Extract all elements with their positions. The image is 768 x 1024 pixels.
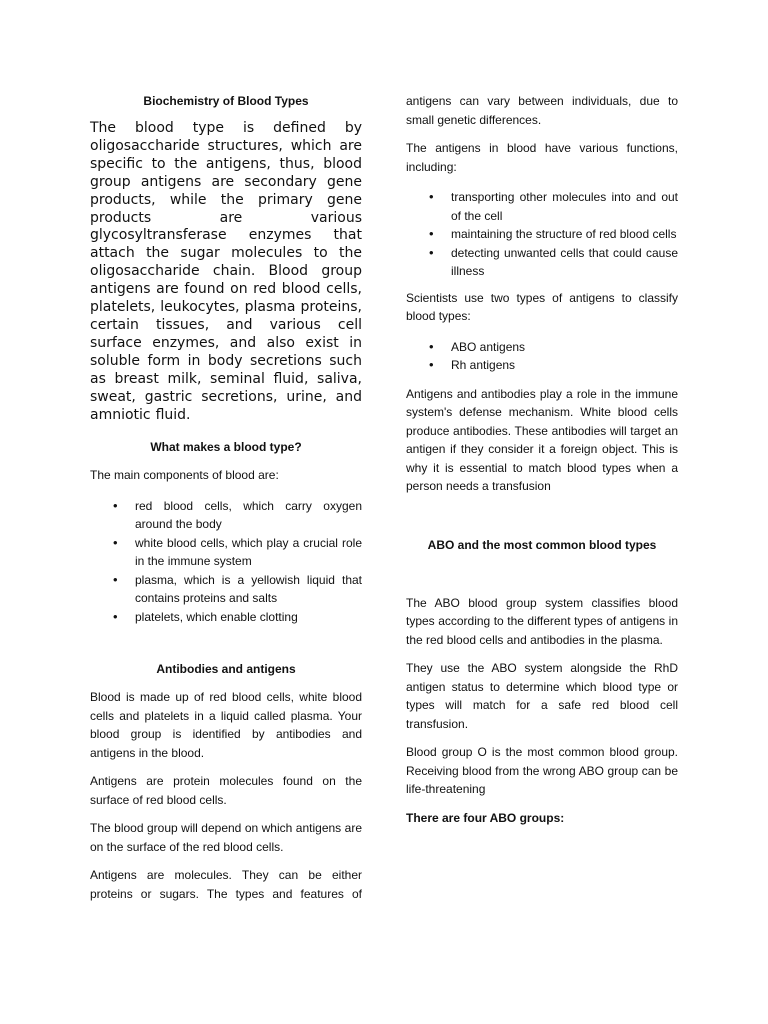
continuation-paragraph: antigens can vary between individuals, due to small genetic differences. [406, 94, 678, 127]
list-item: • platelets, which enable clotting [135, 608, 362, 627]
paragraph: Blood is made up of red blood cells, white blood cells and platelets in a liquid called plasma. Your blood group is identified by antibodies and antigens in the blood. [90, 690, 362, 760]
list-item: • maintaining the structure of red blood cells [451, 225, 678, 244]
classify-intro: Scientists use two types of antigens to classify blood types: [406, 290, 678, 323]
list-item: • Rh antigens [451, 356, 678, 375]
functions-list [406, 188, 678, 281]
components-list [90, 497, 362, 627]
list-item: • white blood cells, which play a crucial role in the immune system [135, 534, 362, 571]
document-title: Biochemistry of Blood Types [143, 94, 309, 108]
right-column [406, 92, 678, 827]
left-column [90, 92, 362, 913]
list-item: • red blood cells, which carry oxygen around the body [135, 497, 362, 534]
paragraph: The blood group will depend on which antigens are on the surface of the red blood cells. [90, 821, 362, 854]
list-item: • ABO antigens [451, 338, 678, 357]
section-heading-blood-type: What makes a blood type? [150, 440, 302, 455]
immune-paragraph: Antigens and antibodies play a role in the immune system's defense mechanism. White blood cells produce antibodies. These antibodies will target an antigen if they consider it a foreign object. This is why it is essential to match blood types when a person needs a transfusion [406, 386, 678, 493]
four-groups-heading: There are four ABO groups: [406, 810, 565, 825]
list-item: • transporting other molecules into and out of the cell [451, 188, 678, 225]
paragraph: They use the ABO system alongside the RhD antigen status to determine which blood type or types will match for a safe red blood cell transfusion. [406, 661, 678, 731]
list-item: • plasma, which is a yellowish liquid that contains proteins and salts [135, 571, 362, 608]
paragraph: Antigens are molecules. They can be either proteins or sugars. The types and features of [90, 868, 362, 901]
intro-paragraph: The blood type is defined by oligosaccharide structures, which are specific to the antigens, thus, blood group antigens are secondary gene products, while the primary gene products are various glycosyltransferase enzymes that attach the sugar molecules to the oligosaccharide chain. Blood group antigens are found on red blood cells, platelets, leukocytes, plasma proteins, certain tissues, and various cell surface enzymes, and also exist in soluble form in body secretions such as breast milk, seminal fluid, saliva, sweat, gastric secretions, urine, and amniotic fluid. [90, 120, 362, 423]
paragraph: The ABO blood group system classifies blood types according to the different types of antigens in the red blood cells and antibodies in the plasma. [406, 595, 678, 647]
components-intro: The main components of blood are: [90, 468, 279, 483]
paragraph: Blood group O is the most common blood group. Receiving blood from the wrong ABO group can be life-threatening [406, 745, 678, 796]
antigen-types-list [406, 338, 678, 375]
section-heading-antibodies: Antibodies and antigens [156, 662, 296, 677]
section-heading-abo: ABO and the most common blood types [427, 537, 657, 552]
functions-intro: The antigens in blood have various functions, including: [406, 141, 678, 174]
list-item: • detecting unwanted cells that could cause illness [451, 244, 678, 281]
paragraph: Antigens are protein molecules found on the surface of red blood cells. [90, 774, 362, 807]
